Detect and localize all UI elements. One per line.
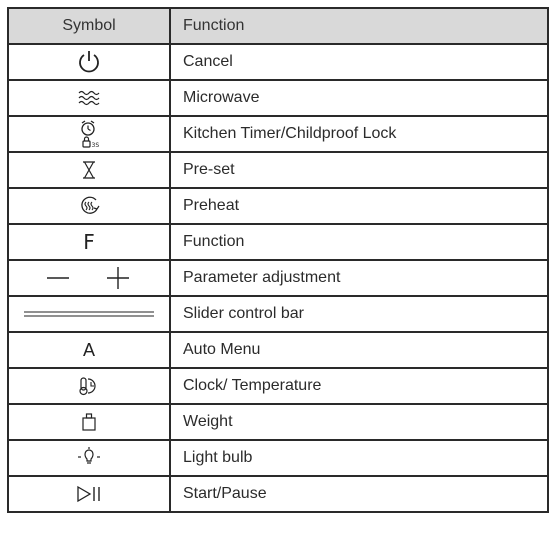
function-cell: Parameter adjustment xyxy=(170,260,548,296)
svg-text:3S: 3S xyxy=(91,142,100,149)
function-cell: Light bulb xyxy=(170,440,548,476)
symbol-cell xyxy=(8,80,170,116)
weight-icon xyxy=(79,411,99,433)
function-f-icon: F xyxy=(83,230,95,254)
function-cell: Clock/ Temperature xyxy=(170,368,548,404)
table-row xyxy=(8,476,548,512)
function-cell: Cancel xyxy=(170,44,548,80)
symbol-cell xyxy=(8,440,170,476)
symbol-cell xyxy=(8,44,170,80)
light-bulb-icon xyxy=(76,446,102,470)
clock-temperature-icon xyxy=(76,375,102,397)
slider-bar-icon xyxy=(22,309,156,319)
function-cell: Pre-set xyxy=(170,152,548,188)
table-row xyxy=(8,224,548,260)
symbol-cell xyxy=(8,404,170,440)
table-row xyxy=(8,404,548,440)
function-cell: Slider control bar xyxy=(170,296,548,332)
function-cell: Auto Menu xyxy=(170,332,548,368)
table-header-row xyxy=(8,8,548,44)
symbol-function-table xyxy=(7,7,549,513)
table-row xyxy=(8,332,548,368)
function-cell: Weight xyxy=(170,404,548,440)
function-cell: Preheat xyxy=(170,188,548,224)
hourglass-icon xyxy=(79,159,99,181)
table-row xyxy=(8,296,548,332)
header-symbol: Symbol xyxy=(8,8,170,44)
symbol-cell xyxy=(8,152,170,188)
microwave-waves-icon xyxy=(76,88,102,108)
auto-menu-a-icon: A xyxy=(82,339,95,360)
table-row xyxy=(8,44,548,80)
power-icon xyxy=(76,49,102,75)
function-cell: Kitchen Timer/Childproof Lock xyxy=(170,116,548,152)
function-cell: Microwave xyxy=(170,80,548,116)
symbol-cell xyxy=(8,476,170,512)
symbol-cell xyxy=(8,260,170,296)
alarm-clock-lock-icon xyxy=(74,119,104,149)
symbol-cell xyxy=(8,296,170,332)
play-pause-icon xyxy=(74,484,104,504)
symbol-cell xyxy=(8,116,170,152)
table-row xyxy=(8,152,548,188)
table-row xyxy=(8,440,548,476)
table-row xyxy=(8,368,548,404)
table-row xyxy=(8,80,548,116)
table-row xyxy=(8,116,548,152)
symbol-cell xyxy=(8,332,170,368)
minus-plus-icon xyxy=(39,266,139,290)
preheat-icon xyxy=(76,194,102,218)
function-cell: Function xyxy=(170,224,548,260)
symbol-cell xyxy=(8,368,170,404)
symbol-cell xyxy=(8,224,170,260)
table-row xyxy=(8,260,548,296)
symbol-table-container xyxy=(7,7,549,513)
table-row xyxy=(8,188,548,224)
header-function: Function xyxy=(170,8,548,44)
symbol-cell xyxy=(8,188,170,224)
function-cell: Start/Pause xyxy=(170,476,548,512)
